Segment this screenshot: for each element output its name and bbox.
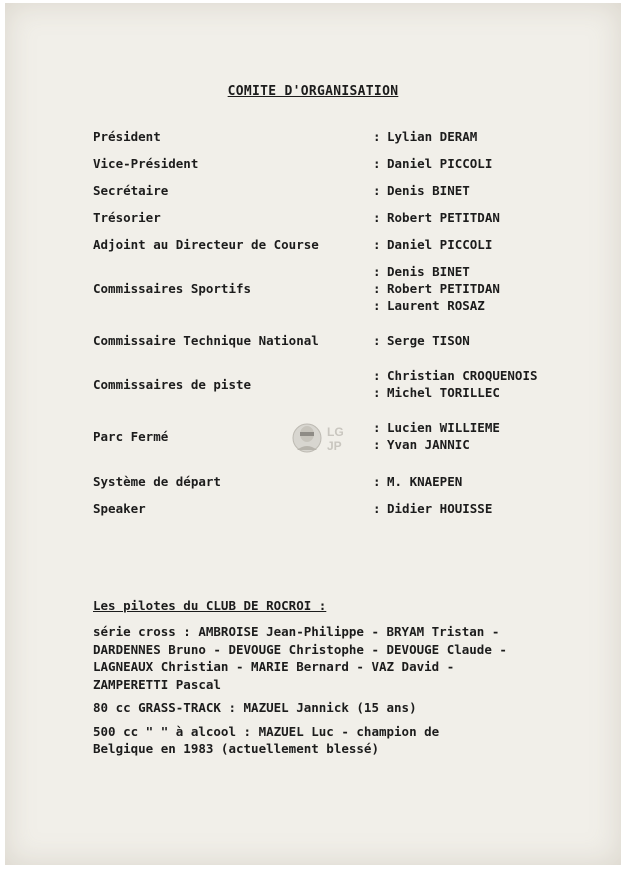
committee-role: Vice-Président <box>93 156 199 171</box>
pilot-line: 500 cc " " à alcool : MAZUEL Luc - champion de <box>93 723 440 739</box>
pilot-line: Belgique en 1983 (actuellement blessé) <box>93 741 379 756</box>
committee-role: Trésorier <box>93 210 161 225</box>
pilot-line: LAGNEAUX Christian - MARIE Bernard - VAZ David - <box>93 659 455 674</box>
committee-member: : Robert PETITDAN <box>373 210 500 225</box>
committee-member: : Laurent ROSAZ <box>373 298 485 313</box>
committee-member: : Lylian DERAM <box>373 129 478 144</box>
committee-names <box>373 332 613 349</box>
committee-member: : M. KNAEPEN <box>373 474 463 489</box>
svg-text:JP: JP <box>327 439 342 453</box>
committee-names <box>373 473 613 490</box>
watermark-logo <box>289 418 349 458</box>
committee-member: : Christian CROQUENOIS <box>373 368 538 383</box>
committee-list <box>93 128 613 517</box>
document-title: COMITE D'ORGANISATION <box>227 84 399 99</box>
committee-row <box>93 473 613 490</box>
pilot-paragraph <box>93 723 593 758</box>
document-page <box>5 3 621 865</box>
committee-names <box>373 419 613 453</box>
pilot-line: ZAMPERETTI Pascal <box>93 676 221 692</box>
committee-member: : Robert PETITDAN <box>373 281 500 296</box>
committee-member: : Yvan JANNIC <box>373 437 470 452</box>
committee-member: : Michel TORILLEC <box>373 385 500 400</box>
committee-names <box>373 155 613 172</box>
committee-names <box>373 367 613 401</box>
pilot-line: DARDENNES Bruno - DEVOUGE Christophe - DEVOUGE Claude - <box>93 641 507 657</box>
pilot-paragraph <box>93 699 593 717</box>
committee-member: : Denis BINET <box>373 183 470 198</box>
committee-member: : Serge TISON <box>373 333 470 348</box>
committee-row <box>93 236 613 253</box>
committee-row <box>93 155 613 172</box>
committee-names <box>373 128 613 145</box>
pilot-paragraph <box>93 623 593 693</box>
pilots-paragraphs <box>93 623 593 758</box>
committee-role: Parc Fermé <box>93 428 169 444</box>
committee-names <box>373 182 613 199</box>
committee-role: Secrétaire <box>93 183 169 198</box>
committee-member: : Denis BINET <box>373 264 470 279</box>
pilot-line: série cross : AMBROISE Jean-Philippe - BRYAM Tristan - <box>93 624 500 639</box>
committee-names <box>373 500 613 517</box>
committee-row <box>93 263 613 314</box>
committee-member: : Daniel PICCOLI <box>373 237 493 252</box>
committee-role: Commissaires de piste <box>93 376 252 392</box>
committee-member: : Daniel PICCOLI <box>373 156 493 171</box>
pilot-line: 80 cc GRASS-TRACK : MAZUEL Jannick (15 ans) <box>93 700 417 715</box>
committee-names <box>373 236 613 253</box>
committee-role: Système de départ <box>93 474 221 489</box>
committee-row <box>93 332 613 349</box>
committee-member: : Didier HOUISSE <box>373 501 493 516</box>
committee-row <box>93 209 613 226</box>
committee-row <box>93 128 613 145</box>
committee-names <box>373 209 613 226</box>
committee-row <box>93 182 613 199</box>
committee-role: Commissaires Sportifs <box>93 281 252 296</box>
committee-role: Speaker <box>93 501 146 516</box>
pilots-heading: Les pilotes du CLUB DE ROCROI : <box>93 598 327 613</box>
committee-role: Président <box>93 129 161 144</box>
committee-role: Adjoint au Directeur de Course <box>93 237 319 252</box>
committee-row <box>93 367 613 401</box>
svg-text:LG: LG <box>327 425 344 439</box>
pilots-section <box>93 598 593 764</box>
committee-row <box>93 419 613 453</box>
committee-member: : Lucien WILLIEME <box>373 420 500 435</box>
committee-role: Commissaire Technique National <box>93 333 319 348</box>
committee-names <box>373 263 613 314</box>
committee-row <box>93 500 613 517</box>
